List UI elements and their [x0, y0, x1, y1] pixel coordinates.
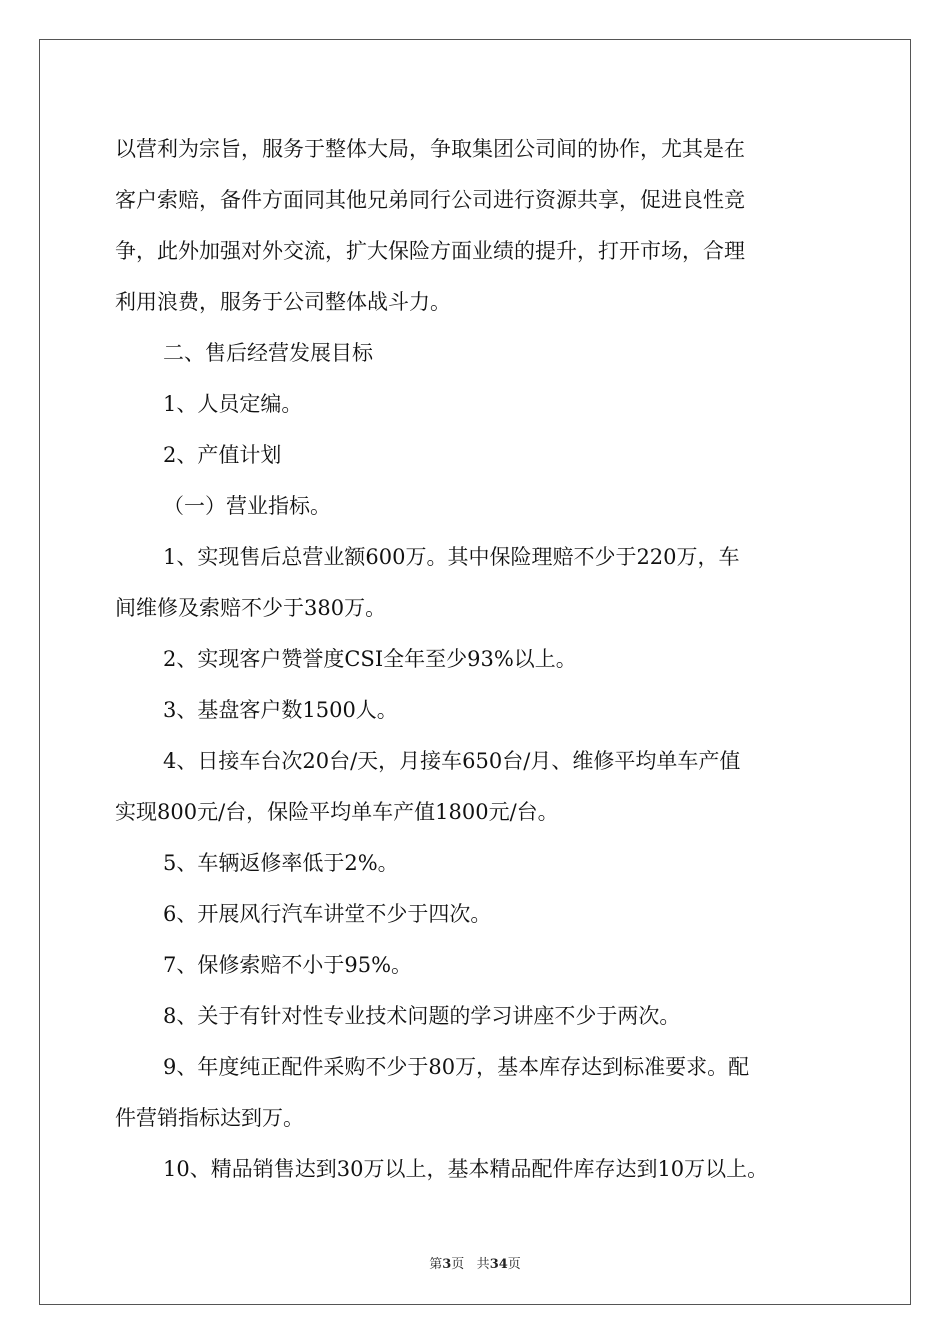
document-body: [115, 124, 837, 1195]
list-item: 9、年度纯正配件采购不少于80万，基本库存达到标准要求。配: [163, 1055, 750, 1079]
list-item-continuation: 实现800元/台，保险平均单车产值1800元/台。: [115, 800, 559, 824]
paragraph-line: 以营利为宗旨，服务于整体大局，争取集团公司间的协作，尤其是在: [115, 137, 745, 161]
section-heading: 二、售后经营发展目标: [163, 341, 373, 365]
page-footer: [0, 1253, 950, 1272]
total-prefix: 共: [476, 1257, 490, 1272]
page-suffix: 页: [451, 1257, 465, 1272]
total-suffix: 页: [507, 1257, 521, 1272]
list-item: 4、日接车台次20台/天，月接车650台/月、维修平均单车产值: [163, 749, 741, 773]
paragraph-line: 争，此外加强对外交流，扩大保险方面业绩的提升，打开市场，合理: [115, 239, 745, 263]
page-prefix: 第: [429, 1257, 443, 1272]
list-item: 1、人员定编。: [163, 392, 303, 416]
list-item-continuation: 间维修及索赔不少于380万。: [115, 596, 387, 620]
list-item: 3、基盘客户数1500人。: [163, 698, 398, 722]
subsection-heading: （一）营业指标。: [163, 494, 331, 518]
list-item: 6、开展风行汽车讲堂不少于四次。: [163, 902, 492, 926]
list-item-continuation: 件营销指标达到万。: [115, 1106, 304, 1130]
paragraph-line: 客户索赔，备件方面同其他兄弟同行公司进行资源共享，促进良性竞: [115, 188, 745, 212]
list-item: 7、保修索赔不小于95%。: [163, 953, 413, 977]
list-item: 2、产值计划: [163, 443, 282, 467]
list-item: 1、实现售后总营业额600万。其中保险理赔不少于220万，车: [163, 545, 740, 569]
list-item: 8、关于有针对性专业技术问题的学习讲座不少于两次。: [163, 1004, 681, 1028]
list-item: 10、精品销售达到30万以上，基本精品配件库存达到10万以上。: [163, 1157, 769, 1181]
list-item: 5、车辆返修率低于2%。: [163, 851, 399, 875]
list-item: 2、实现客户赞誉度CSI全年至少93%以上。: [163, 647, 577, 671]
total-pages: 34: [489, 1257, 508, 1272]
page-number: 3: [442, 1257, 452, 1272]
paragraph-line: 利用浪费，服务于公司整体战斗力。: [115, 290, 451, 314]
